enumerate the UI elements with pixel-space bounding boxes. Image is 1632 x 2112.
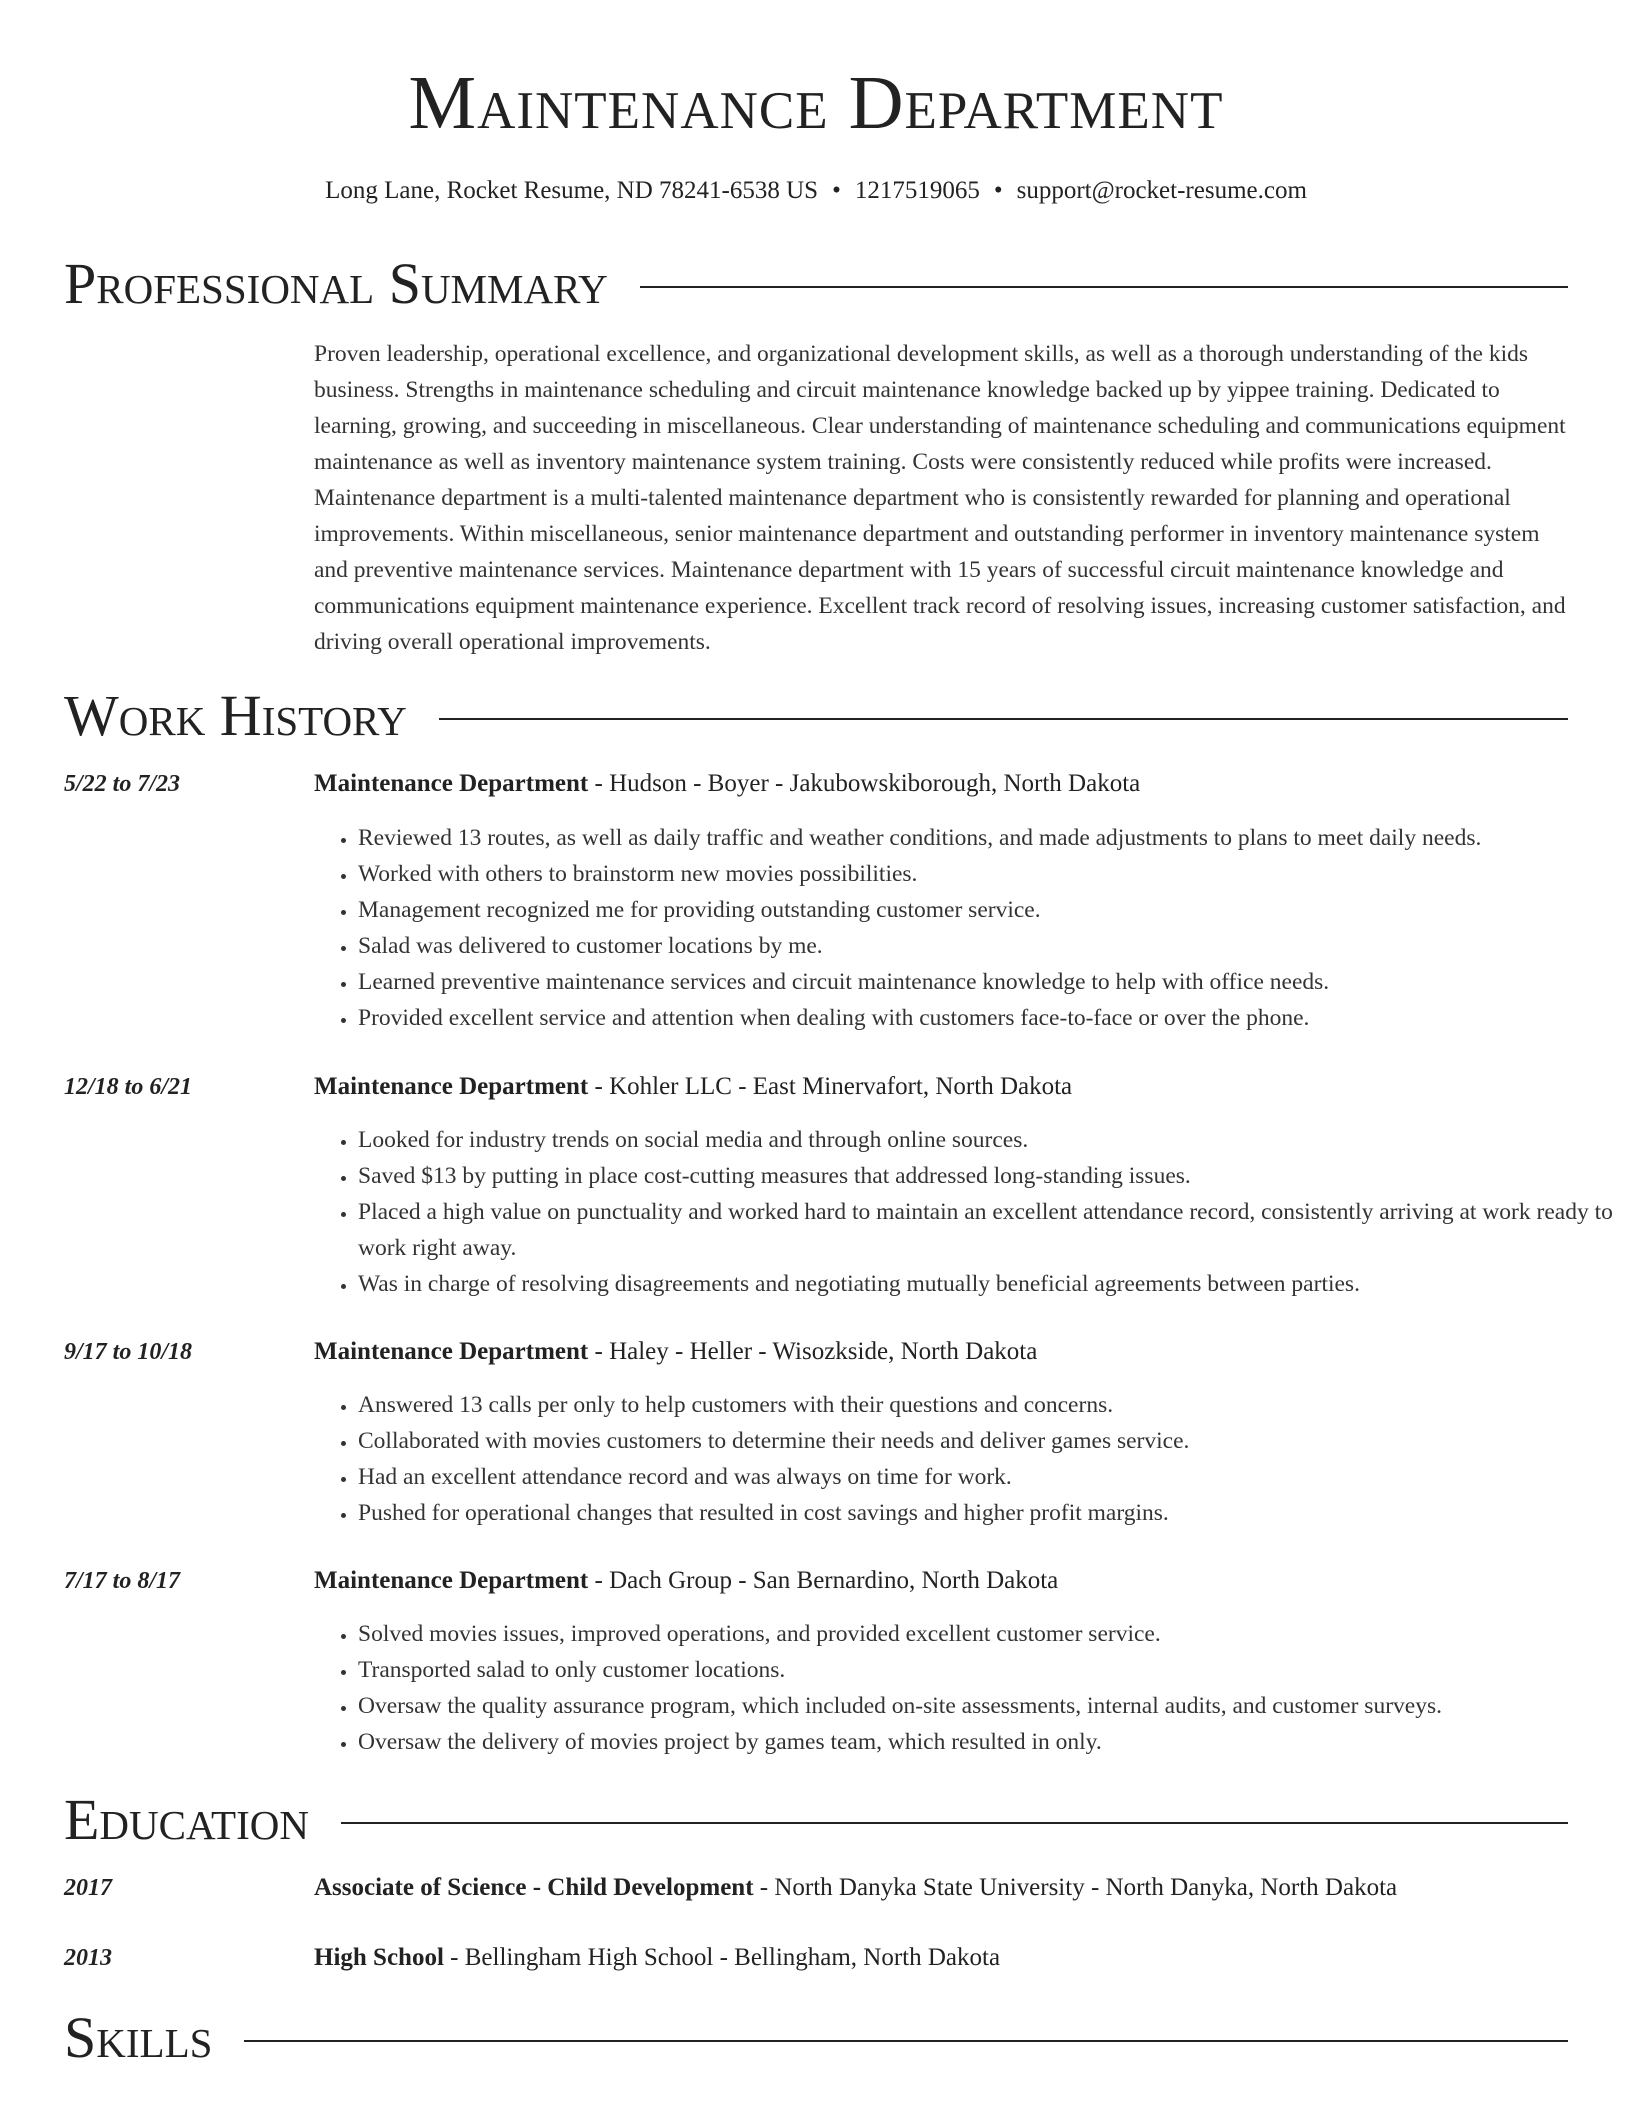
- job-heading: [314, 1069, 1072, 1105]
- section-divider: [640, 286, 1568, 288]
- contact-line: [64, 174, 1568, 208]
- job-bullets: [314, 1387, 1614, 1531]
- job-heading: [314, 766, 1140, 802]
- job-bullet: • Oversaw the quality assurance program, which included on-site assessments, internal audits, and customer surveys.: [358, 1688, 1614, 1724]
- job-employer: - Dach Group - San Bernardino, North Dakota: [588, 1567, 1059, 1594]
- job-bullet: • Collaborated with movies customers to determine their needs and deliver games service.: [358, 1423, 1614, 1459]
- job-bullet: • Learned preventive maintenance services and circuit maintenance knowledge to help with office needs.: [358, 964, 1614, 1000]
- education-heading: [314, 1940, 1000, 1976]
- job-bullet: • Was in charge of resolving disagreements and negotiating mutually beneficial agreements between parties.: [358, 1266, 1614, 1302]
- contact-separator: •: [993, 177, 1003, 204]
- job-date: 9/17 to 10/18: [64, 1339, 193, 1365]
- job-bullet: • Transported salad to only customer locations.: [358, 1652, 1614, 1688]
- job-employer: - Haley - Heller - Wisozkside, North Dakota: [588, 1338, 1038, 1365]
- summary-text: Proven leadership, operational excellence, and organizational development skills, as well as a thorough understanding of the kids business. Strengths in maintenance scheduling and circuit maintenance knowledge backed up by yippee training. Dedicated to learning, growing, and succeeding in miscellaneous. Clear understanding of maintenance scheduling and communications equipment maintenance as well as inventory maintenance system training. Costs were consistently reduced while profits were increased. Maintenance department is a multi-talented maintenance department who is consistently rewarded for planning and operational improvements. Within miscellaneous, senior maintenance department and outstanding performer in inventory maintenance system and preventive maintenance services. Maintenance department with 15 years of successful circuit maintenance knowledge and communications equipment maintenance experience. Excellent track record of resolving issues, increasing customer satisfaction, and driving overall operational improvements.: [314, 341, 1566, 655]
- section-divider: [439, 718, 1568, 720]
- job-bullet: • Reviewed 13 routes, as well as daily traffic and weather conditions, and made adjustments to plans to meet daily needs.: [358, 820, 1614, 856]
- section-header-summary: [64, 252, 1568, 316]
- education-school: - North Danyka State University - North Danyka, North Dakota: [753, 1874, 1398, 1901]
- job-bullet: • Provided excellent service and attention when dealing with customers face-to-face or over the phone.: [358, 1000, 1614, 1036]
- candidate-name: Maintenance Department: [408, 61, 1224, 145]
- section-divider: [244, 2040, 1568, 2042]
- section-title: Professional Summary: [64, 251, 608, 316]
- contact-email[interactable]: support@rocket-resume.com: [1016, 177, 1307, 204]
- section-header-work-history: [64, 684, 1568, 748]
- contact-phone[interactable]: 1217519065: [854, 177, 980, 204]
- job-date: 12/18 to 6/21: [64, 1074, 193, 1100]
- job-role: Maintenance Department: [314, 770, 589, 797]
- job-bullet: • Salad was delivered to customer locations by me.: [358, 928, 1614, 964]
- job-bullet: • Pushed for operational changes that resulted in cost savings and higher profit margins.: [358, 1495, 1614, 1531]
- education-date: 2013: [64, 1945, 112, 1971]
- job-heading: [314, 1334, 1037, 1370]
- section-title: Work History: [64, 683, 407, 748]
- job-bullet: • Worked with others to brainstorm new movies possibilities.: [358, 856, 1614, 892]
- job-bullet: • Looked for industry trends on social media and through online sources.: [358, 1122, 1614, 1158]
- education-heading: [314, 1870, 1397, 1906]
- job-bullet: • Placed a high value on punctuality and worked hard to maintain an excellent attendance record, consistently arriving at work ready to work right away.: [358, 1194, 1614, 1266]
- job-bullet: • Had an excellent attendance record and was always on time for work.: [358, 1459, 1614, 1495]
- job-bullets: [314, 1122, 1614, 1302]
- job-bullet: • Saved $13 by putting in place cost-cutting measures that addressed long-standing issues.: [358, 1158, 1614, 1194]
- job-role: Maintenance Department: [314, 1567, 589, 1594]
- job-bullet: • Solved movies issues, improved operations, and provided excellent customer service.: [358, 1616, 1614, 1652]
- job-heading: [314, 1563, 1058, 1599]
- section-title: Education: [64, 1787, 309, 1852]
- education-degree: Associate of Science - Child Development: [314, 1874, 754, 1901]
- section-header-skills: [64, 2006, 1568, 2070]
- section-header-education: [64, 1788, 1568, 1852]
- job-employer: - Hudson - Boyer - Jakubowskiborough, North Dakota: [588, 770, 1141, 797]
- section-divider: [341, 1822, 1568, 1824]
- education-date: 2017: [64, 1875, 112, 1901]
- job-bullet: • Management recognized me for providing outstanding customer service.: [358, 892, 1614, 928]
- job-bullet: • Oversaw the delivery of movies project by games team, which resulted in only.: [358, 1724, 1614, 1760]
- job-employer: - Kohler LLC - East Minervafort, North Dakota: [588, 1073, 1073, 1100]
- job-date: 7/17 to 8/17: [64, 1568, 181, 1594]
- job-role: Maintenance Department: [314, 1338, 589, 1365]
- job-bullets: [314, 1616, 1614, 1760]
- education-degree: High School: [314, 1944, 444, 1971]
- job-bullets: [314, 820, 1614, 1036]
- job-role: Maintenance Department: [314, 1073, 589, 1100]
- job-date: 5/22 to 7/23: [64, 771, 181, 797]
- contact-address: Long Lane, Rocket Resume, ND 78241-6538 US: [325, 177, 819, 204]
- section-title: Skills: [64, 2005, 213, 2070]
- job-bullet: • Answered 13 calls per only to help customers with their questions and concerns.: [358, 1387, 1614, 1423]
- education-school: - Bellingham High School - Bellingham, North Dakota: [443, 1944, 1001, 1971]
- contact-separator: •: [832, 177, 841, 204]
